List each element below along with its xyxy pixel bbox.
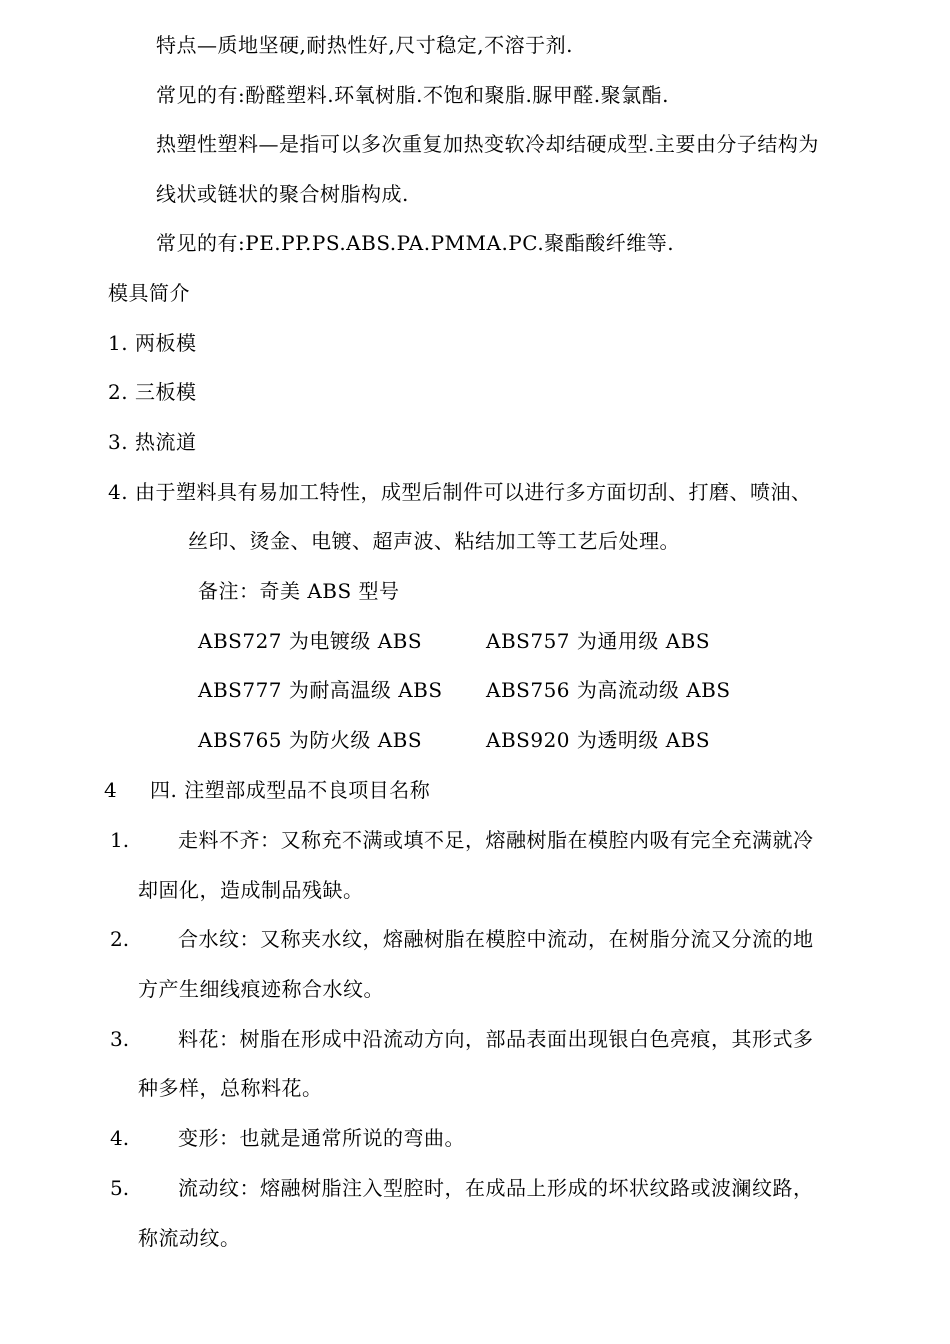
defect-item-line2: 方产生细线痕迹称合水纹。 bbox=[138, 977, 384, 1001]
defect-item-line2: 种多样，总称料花。 bbox=[138, 1076, 323, 1100]
defect-item-number: 5. bbox=[110, 1176, 130, 1200]
defects-section-prefix: 4 bbox=[104, 778, 117, 802]
defect-item-number: 1. bbox=[110, 828, 130, 852]
thermoplastic-common-text: 常见的有:PE.PP.PS.ABS.PA.PMMA.PC.聚酯酸纤维等. bbox=[156, 231, 675, 255]
thermoplastic-definition-line1: 热塑性塑料—是指可以多次重复加热变软冷却结硬成型.主要由分子结构为 bbox=[156, 132, 819, 156]
abs-grade-cell: ABS727 为电镀级 ABS bbox=[198, 629, 423, 653]
defect-item-line1: 合水纹：又称夹水纹，熔融树脂在模腔中流动，在树脂分流又分流的地 bbox=[178, 927, 814, 951]
features-text: 特点—质地坚硬,耐热性好,尺寸稳定,不溶于剂. bbox=[156, 33, 573, 57]
abs-grade-cell: ABS756 为高流动级 ABS bbox=[486, 678, 731, 702]
thermoset-common-text: 常见的有:酚醛塑料.环氧树脂.不饱和聚脂.脲甲醛.聚氯酯. bbox=[156, 83, 670, 107]
defect-item-line2: 却固化，造成制品残缺。 bbox=[138, 878, 364, 902]
defect-item-number: 2. bbox=[110, 927, 130, 951]
abs-grade-cell: ABS757 为通用级 ABS bbox=[486, 629, 711, 653]
abs-note-title: 备注：奇美 ABS 型号 bbox=[198, 579, 400, 603]
mold-list-item: 3. 热流道 bbox=[108, 430, 197, 454]
defect-item-number: 3. bbox=[110, 1027, 130, 1051]
defect-item-line1: 料花：树脂在形成中沿流动方向，部品表面出现银白色亮痕，其形式多 bbox=[178, 1027, 814, 1051]
thermoplastic-definition-line2: 线状或链状的聚合树脂构成. bbox=[156, 182, 409, 206]
defects-section-title: 四. 注塑部成型品不良项目名称 bbox=[150, 778, 431, 802]
abs-grade-cell: ABS920 为透明级 ABS bbox=[486, 728, 711, 752]
mold-list-item: 2. 三板模 bbox=[108, 380, 197, 404]
defect-item-line1: 走料不齐：又称充不满或填不足，熔融树脂在模腔内吸有完全充满就冷 bbox=[178, 828, 814, 852]
abs-grade-cell: ABS777 为耐高温级 ABS bbox=[198, 678, 443, 702]
mold-item4-line2: 丝印、烫金、电镀、超声波、粘结加工等工艺后处理。 bbox=[188, 529, 680, 553]
defect-item-line1: 变形：也就是通常所说的弯曲。 bbox=[178, 1126, 465, 1150]
defect-item-line2: 称流动纹。 bbox=[138, 1226, 241, 1250]
mold-item4-line1: 4. 由于塑料具有易加工特性，成型后制件可以进行多方面切刮、打磨、喷油、 bbox=[108, 480, 812, 504]
defect-item-line1: 流动纹：熔融树脂注入型腔时，在成品上形成的坏状纹路或波澜纹路， bbox=[178, 1176, 814, 1200]
defect-item-number: 4. bbox=[110, 1126, 130, 1150]
mold-list-item: 1. 两板模 bbox=[108, 331, 197, 355]
mold-section-title: 模具简介 bbox=[108, 281, 190, 305]
abs-grade-cell: ABS765 为防火级 ABS bbox=[198, 728, 423, 752]
